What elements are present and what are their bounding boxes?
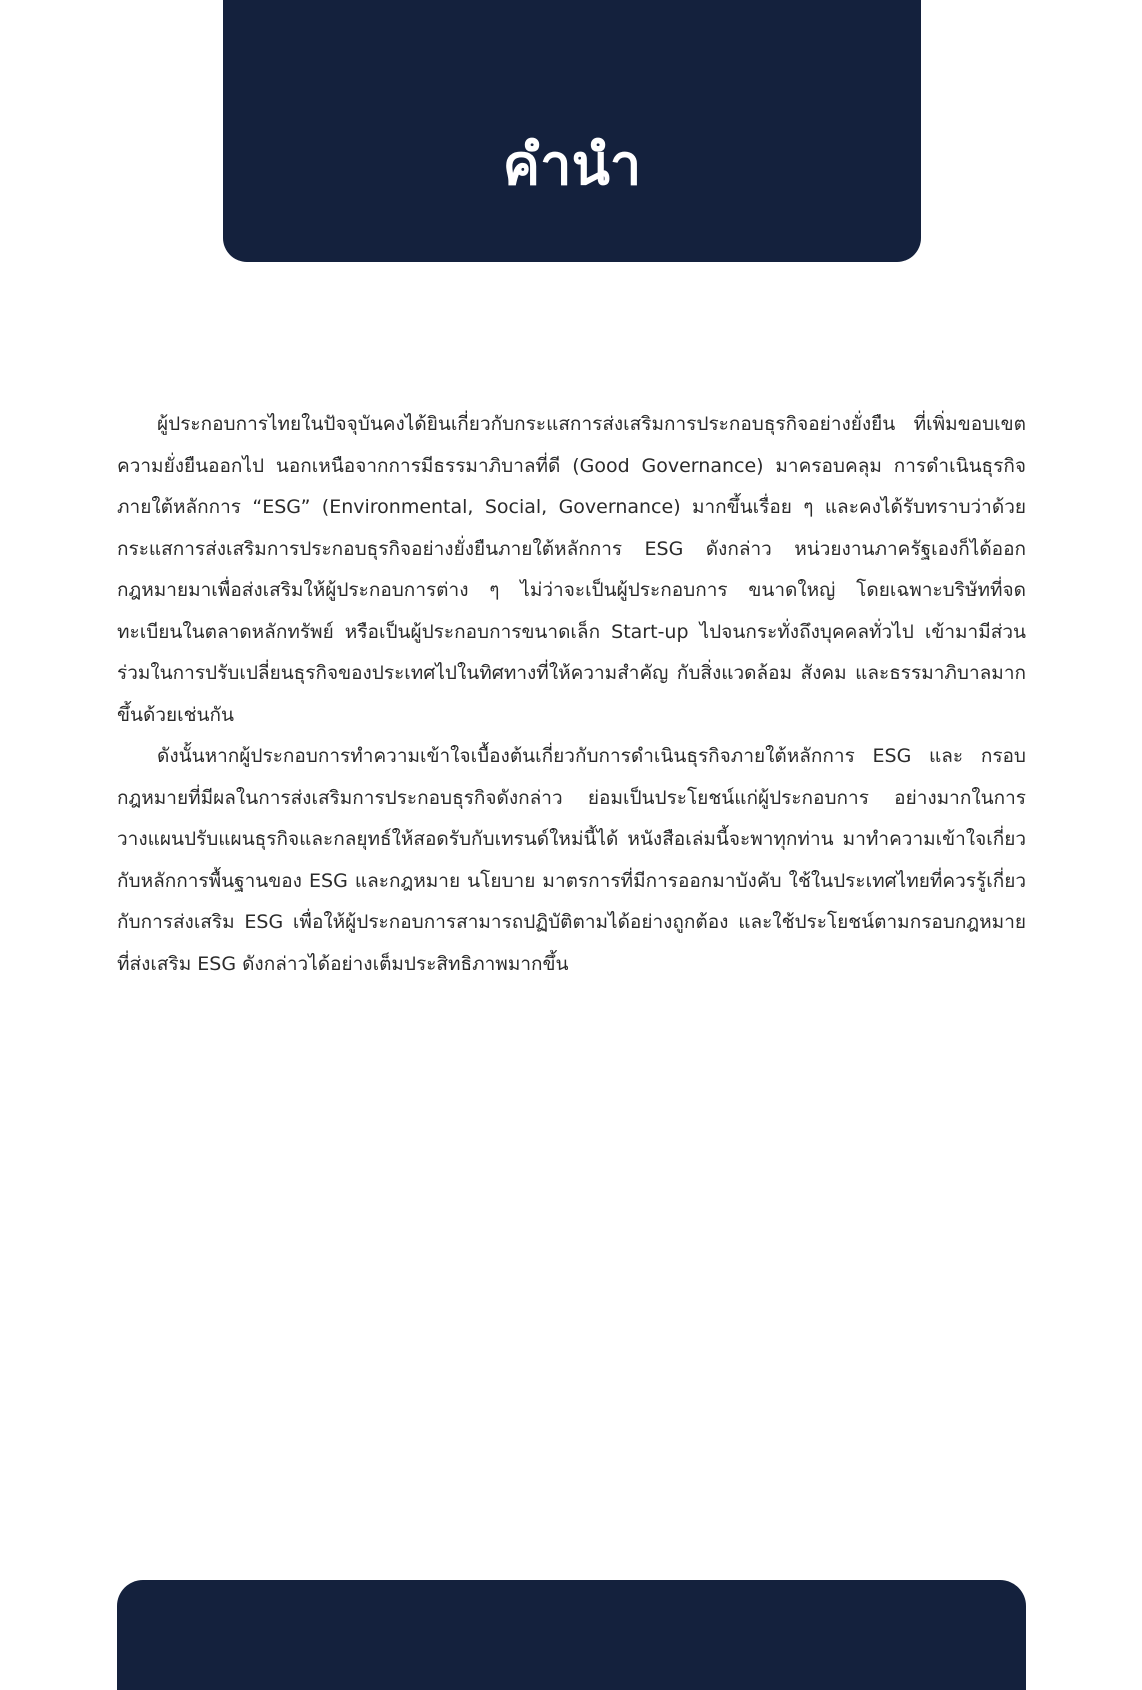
paragraph-2: ดังนั้นหากผู้ประกอบการทำความเข้าใจเบื้องต้นเกี่ยวกับการดำเนินธุรกิจภายใต้หลักการ ESG และ กรอบกฎหมายที่มีผลในการส่งเสริมการประกอบธุรกิจดังกล่าว ย่อมเป็นประโยชน์แก่ผู้ประกอบการ อย่างมากในการวางแผนปรับแผนธุรกิจและกลยุทธ์ให้สอดรับกับเทรนด์ใหม่นี้ได้ หนังสือเล่มนี้จะพาทุกท่าน มาทำความเข้าใจเกี่ยวกับหลักการพื้นฐานของ ESG และกฎหมาย นโยบาย มาตรการที่มีการออกมาบังคับ ใช้ในประเทศไทยที่ควรรู้เกี่ยวกับการส่งเสริม ESG เพื่อให้ผู้ประกอบการสามารถปฏิบัติตามได้อย่างถูกต้อง และใช้ประโยชน์ตามกรอบกฎหมายที่ส่งเสริม ESG ดังกล่าวได้อย่างเต็มประสิทธิภาพมากขึ้น xyxy=(117,745,1026,975)
foreword-body xyxy=(117,404,1026,985)
footer-banner xyxy=(117,1580,1026,1690)
page-title: คำนำ xyxy=(502,133,642,198)
header-banner xyxy=(223,0,921,262)
paragraph-1: ผู้ประกอบการไทยในปัจจุบันคงได้ยินเกี่ยวกับกระแสการส่งเสริมการประกอบธุรกิจอย่างยั่งยืน ที่เพิ่มขอบเขตความยั่งยืนออกไป นอกเหนือจากการมีธรรมาภิบาลที่ดี (Good Governance) มาครอบคลุม การดำเนินธุรกิจ ภายใต้หลักการ “ESG” (Environmental, Social, Governance) มากขึ้นเรื่อย ๆ และคงได้รับทราบว่าด้วยกระแสการส่งเสริมการประกอบธุรกิจอย่างยั่งยืนภายใต้หลักการ ESG ดังกล่าว หน่วยงานภาครัฐเองก็ได้ออกกฎหมายมาเพื่อส่งเสริมให้ผู้ประกอบการต่าง ๆ ไม่ว่าจะเป็นผู้ประกอบการ ขนาดใหญ่ โดยเฉพาะบริษัทที่จดทะเบียนในตลาดหลักทรัพย์ หรือเป็นผู้ประกอบการขนาดเล็ก Start-up ไปจนกระทั่งถึงบุคคลทั่วไป เข้ามามีส่วนร่วมในการปรับเปลี่ยนธุรกิจของประเทศไปในทิศทางที่ให้ความสำคัญ กับสิ่งแวดล้อม สังคม และธรรมาภิบาลมากขึ้นด้วยเช่นกัน xyxy=(117,413,1026,726)
